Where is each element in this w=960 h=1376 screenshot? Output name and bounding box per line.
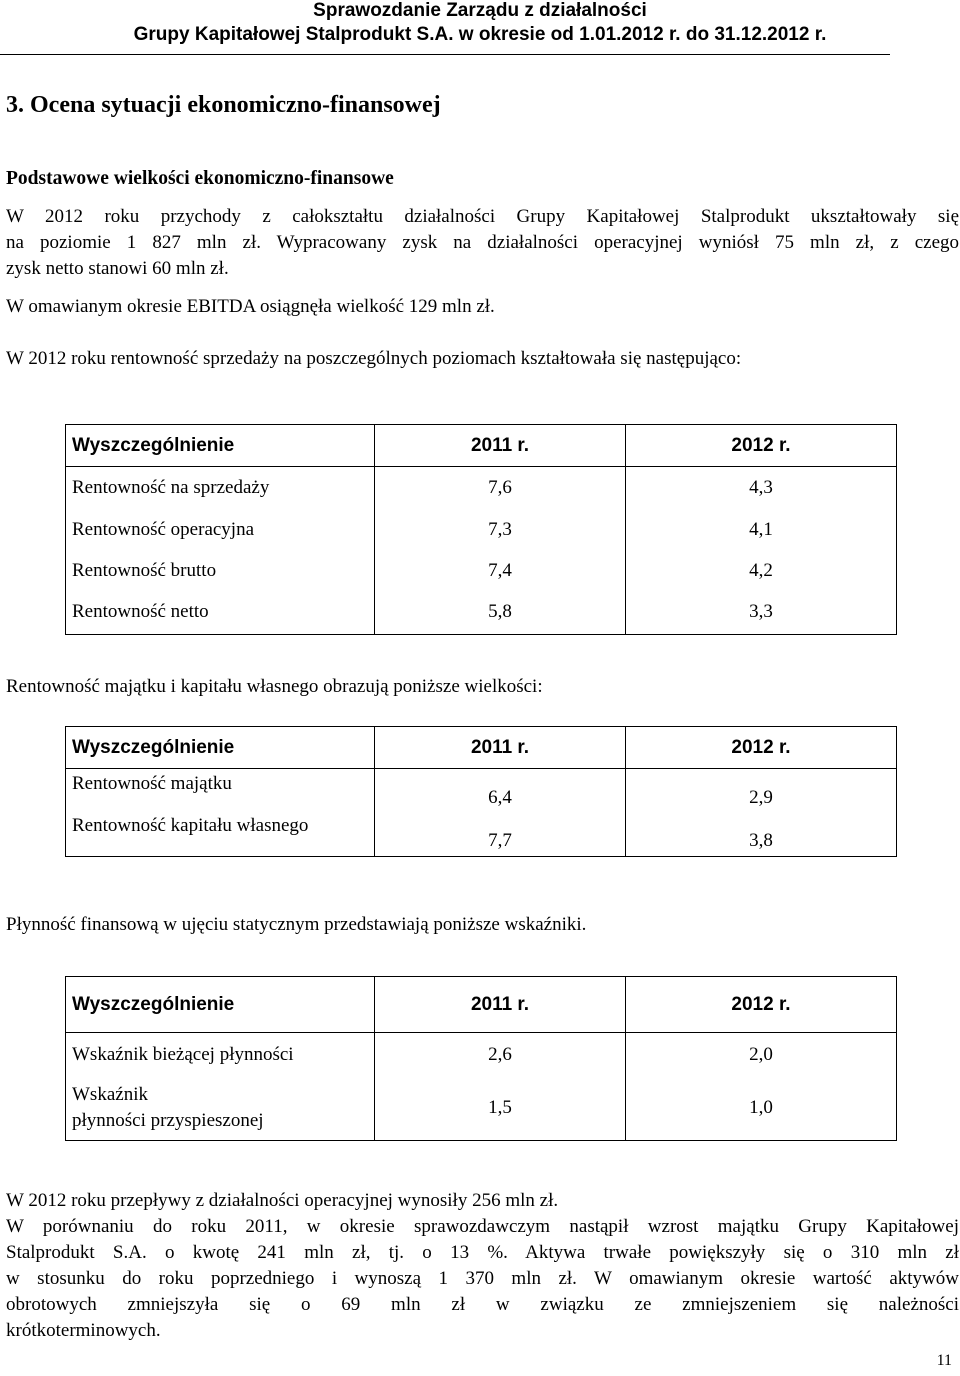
row-label: Rentowność operacyjna [66,509,375,551]
paragraph-line: zysk netto stanowi 60 mln zł. [6,258,229,279]
header-cell-2011: 2011 r. [375,425,626,467]
header-cell-2012: 2012 r. [626,727,897,769]
page-number: 11 [936,1352,952,1369]
paragraph-profitability-intro: W 2012 roku rentowność sprzedaży na poszczególnych poziomach kształtowała się następująco: [6,348,742,369]
table-header-row [66,977,897,1033]
paragraph-line: Stalprodukt S.A. o kwotę 241 mln zł, tj. o 13 %. Aktywa trwałe powiększyły się o 310 mln zł [6,1242,959,1263]
value-2012: 3,8 [626,811,897,857]
table-header-row [66,727,897,769]
liquidity-table [65,976,897,1141]
value-2011: 7,7 [375,811,626,857]
table-row [66,811,897,857]
subsection-title: Podstawowe wielkości ekonomiczno-finansowe [6,168,394,189]
value-2011: 2,6 [375,1033,626,1077]
paragraph-assets-change [6,1214,959,1344]
row-label: Rentowność netto [66,591,375,635]
paragraph-assets-intro: Rentowność majątku i kapitału własnego obrazują poniższe wielkości: [6,676,543,697]
row-label-line-2: płynności przyspieszonej [72,1110,264,1132]
table-row [66,769,897,811]
row-label: Rentowność majątku [66,769,375,811]
header-cell-item: Wyszczególnienie [66,727,375,769]
header-line-2: Grupy Kapitałowej Stalprodukt S.A. w okresie od 1.01.2012 r. do 31.12.2012 r. [133,24,827,45]
header-cell-2012: 2012 r. [626,977,897,1033]
value-2011: 6,4 [375,769,626,811]
header-cell-2012: 2012 r. [626,425,897,467]
value-2011: 7,6 [375,467,626,509]
paragraph-revenue [6,204,959,282]
value-2012: 4,1 [626,509,897,551]
row-label: Rentowność brutto [66,551,375,591]
table-row [66,1077,897,1141]
value-2012: 1,0 [626,1077,897,1141]
paragraph-liquidity-intro: Płynność finansową w ujęciu statycznym przedstawiają poniższe wskaźniki. [6,914,587,935]
row-label-line-1: Wskaźnik [72,1084,148,1106]
value-2011: 5,8 [375,591,626,635]
row-label [66,1077,375,1141]
value-2012: 4,2 [626,551,897,591]
table-row [66,509,897,551]
header-divider [0,54,890,55]
paragraph-line: w stosunku do roku poprzedniego i wynoszą 1 370 mln zł. W omawianym okresie wartość aktywów [6,1268,959,1289]
paragraph-line: krótkoterminowych. [6,1320,161,1341]
header-cell-2011: 2011 r. [375,727,626,769]
table-row [66,1033,897,1077]
value-2011: 7,4 [375,551,626,591]
table-header-row [66,425,897,467]
value-2012: 2,9 [626,769,897,811]
paragraph-line: W porównaniu do roku 2011, w okresie sprawozdawczym nastąpił wzrost majątku Grupy Kapitałowej [6,1216,959,1237]
section-title: 3. Ocena sytuacji ekonomiczno-finansowej [6,92,441,118]
row-label: Rentowność na sprzedaży [66,467,375,509]
table-row [66,467,897,509]
value-2011: 7,3 [375,509,626,551]
value-2012: 2,0 [626,1033,897,1077]
row-label: Rentowność kapitału własnego [66,811,375,857]
value-2012: 3,3 [626,591,897,635]
table-row [66,591,897,635]
header-line-1: Sprawozdanie Zarządu z działalności [313,0,647,21]
paragraph-cashflow: W 2012 roku przepływy z działalności operacyjnej wynosiły 256 mln zł. [6,1190,559,1211]
assets-equity-table [65,726,897,857]
header-cell-item: Wyszczególnienie [66,425,375,467]
paragraph-ebitda: W omawianym okresie EBITDA osiągnęła wielkość 129 mln zł. [6,296,495,317]
value-2012: 4,3 [626,467,897,509]
profitability-table [65,424,897,635]
value-2011: 1,5 [375,1077,626,1141]
row-label: Wskaźnik bieżącej płynności [66,1033,375,1077]
paragraph-line: W 2012 roku przychody z całokształtu działalności Grupy Kapitałowej Stalprodukt ukształtowały się [6,206,959,227]
header-cell-2011: 2011 r. [375,977,626,1033]
paragraph-line: obrotowych zmniejszyła się o 69 mln zł w związku ze zmniejszeniem się należności [6,1294,959,1315]
paragraph-line: na poziomie 1 827 mln zł. Wypracowany zysk na działalności operacyjnej wyniósł 75 mln zł, z czego [6,232,959,253]
table-row [66,551,897,591]
header-cell-item: Wyszczególnienie [66,977,375,1033]
